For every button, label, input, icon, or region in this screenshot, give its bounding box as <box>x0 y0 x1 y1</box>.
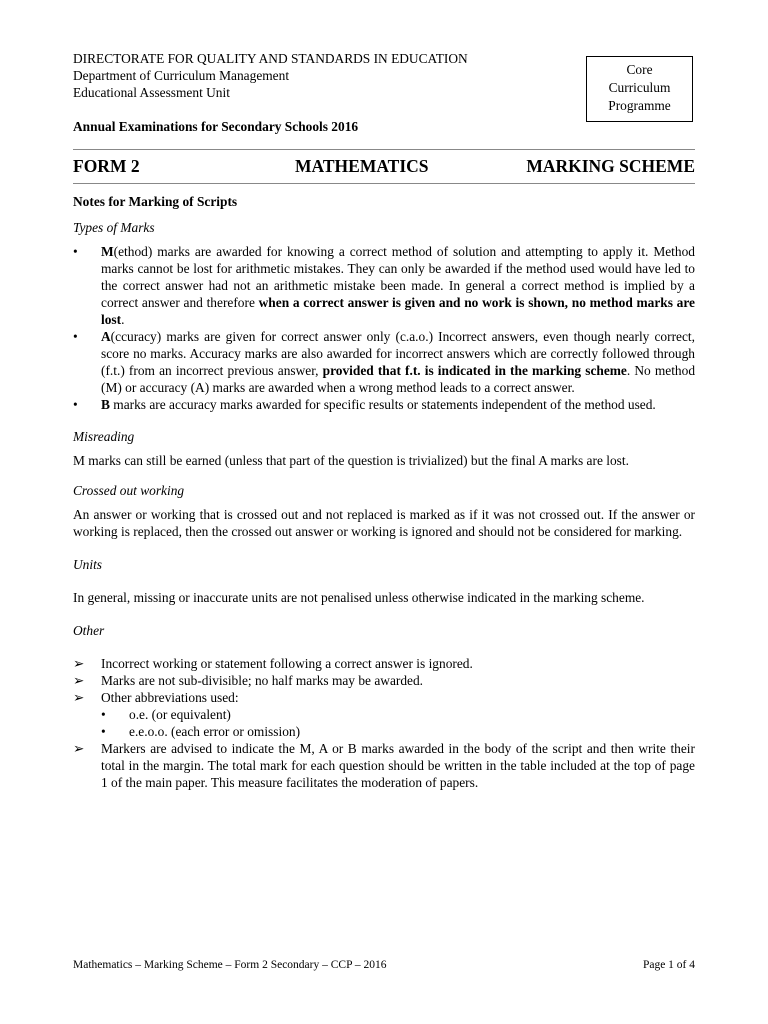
form-label: FORM 2 <box>73 156 140 176</box>
list-item-b-marks <box>73 396 695 413</box>
unit-name: Educational Assessment Unit <box>73 85 230 100</box>
list-item <box>73 740 695 791</box>
other-list-continued <box>73 740 695 791</box>
item-bold-text: provided that f.t. is indicated in the marking scheme <box>322 363 627 378</box>
page-footer <box>73 959 695 971</box>
document-body <box>73 193 695 791</box>
list-item-accuracy <box>73 328 695 396</box>
exam-title: Annual Examinations for Secondary Schools 2016 <box>73 119 359 134</box>
other-heading: Other <box>73 623 105 638</box>
item-end: . <box>121 312 125 327</box>
divider-top <box>73 149 695 150</box>
abbreviation-list <box>73 706 695 740</box>
item-bold-text: when a correct answer is given and no work is shown, no method marks are lost <box>101 295 696 327</box>
other-list <box>73 655 695 706</box>
directorate-title: DIRECTORATE FOR QUALITY AND STANDARDS IN EDUCATION <box>73 51 468 66</box>
item-text: Markers are advised to indicate the M, A or B marks awarded in the body of the script and then write their total in the margin. The total mark for each question should be written in the table included at the top of page 1 of the main paper. This measure facilitates the moderation of papers. <box>101 741 695 790</box>
item-text: Other abbreviations used: <box>101 690 239 705</box>
subject-label: MATHEMATICS <box>295 156 429 176</box>
item-text: Incorrect working or statement following a correct answer is ignored. <box>101 656 473 671</box>
lead-letter: B <box>101 397 110 412</box>
arrow-icon: ➢ <box>73 741 85 756</box>
list-item <box>73 672 695 689</box>
arrow-icon: ➢ <box>73 656 85 671</box>
notes-heading: Notes for Marking of Scripts <box>73 194 238 209</box>
crossed-heading: Crossed out working <box>73 483 185 498</box>
bullet-icon: • <box>73 397 78 412</box>
item-text: (ethod) marks are awarded for knowing a correct method of solution and attempting to apply it. Method marks cannot be lost for arithmetic mistakes. They can only be awarded if the method used would have led to the correct answer had not an arithmetic mistake been made. In general a correct method is implied by a correct answer and therefore <box>101 244 695 310</box>
arrow-icon: ➢ <box>73 673 85 688</box>
item-text: marks are accuracy marks awarded for specific results or statements independent of the method used. <box>109 397 656 412</box>
lead-letter: A <box>101 329 111 344</box>
core-curriculum-box <box>586 56 693 122</box>
list-item <box>73 723 695 740</box>
title-bar <box>73 156 695 178</box>
department-name: Department of Curriculum Management <box>73 68 290 83</box>
types-heading: Types of Marks <box>73 220 155 235</box>
bullet-icon: • <box>101 724 106 739</box>
scheme-label: MARKING SCHEME <box>526 156 695 176</box>
arrow-icon: ➢ <box>73 690 85 705</box>
units-text: In general, missing or inaccurate units are not penalised unless otherwise indicated in the marking scheme. <box>73 590 645 605</box>
bullet-icon: • <box>73 244 78 259</box>
misreading-heading: Misreading <box>73 429 135 444</box>
item-text: (ccuracy) marks are given for correct answer only (c.a.o.) Incorrect answers, even though nearly correct, score no marks. Accuracy marks are also awarded for incorrect answers which are correctly followed through (f.t.) from an incorrect previous answer, <box>101 329 695 378</box>
box-line-1: Core <box>626 62 653 77</box>
item-text: e.e.o.o. (each error or omission) <box>129 724 301 739</box>
list-item <box>73 706 695 723</box>
page-number: Page 1 of 4 <box>642 959 695 971</box>
units-heading: Units <box>73 557 103 572</box>
list-item-method <box>73 243 695 328</box>
box-line-3: Programme <box>608 98 671 113</box>
divider-bottom <box>73 183 695 184</box>
bullet-icon: • <box>101 707 106 722</box>
list-item <box>73 655 695 672</box>
bullet-icon: • <box>73 329 78 344</box>
list-item <box>73 689 695 706</box>
footer-title: Mathematics – Marking Scheme – Form 2 Secondary – CCP – 2016 <box>73 959 387 971</box>
item-end: . No method (M) or accuracy (A) marks are awarded when a wrong method leads to a correct answer. <box>101 363 696 395</box>
misreading-text: M marks can still be earned (unless that part of the question is trivialized) but the final A marks are lost. <box>73 453 629 468</box>
item-text: Marks are not sub-divisible; no half marks may be awarded. <box>101 673 424 688</box>
box-line-2: Curriculum <box>608 80 671 95</box>
lead-letter: M <box>101 244 114 259</box>
marks-list <box>73 243 695 413</box>
crossed-text: An answer or working that is crossed out and not replaced is marked as if it was not crossed out. If the answer or working is replaced, then the crossed out answer or working is ignored and should not be considered for marking. <box>73 507 695 539</box>
item-text: o.e. (or equivalent) <box>129 707 231 722</box>
